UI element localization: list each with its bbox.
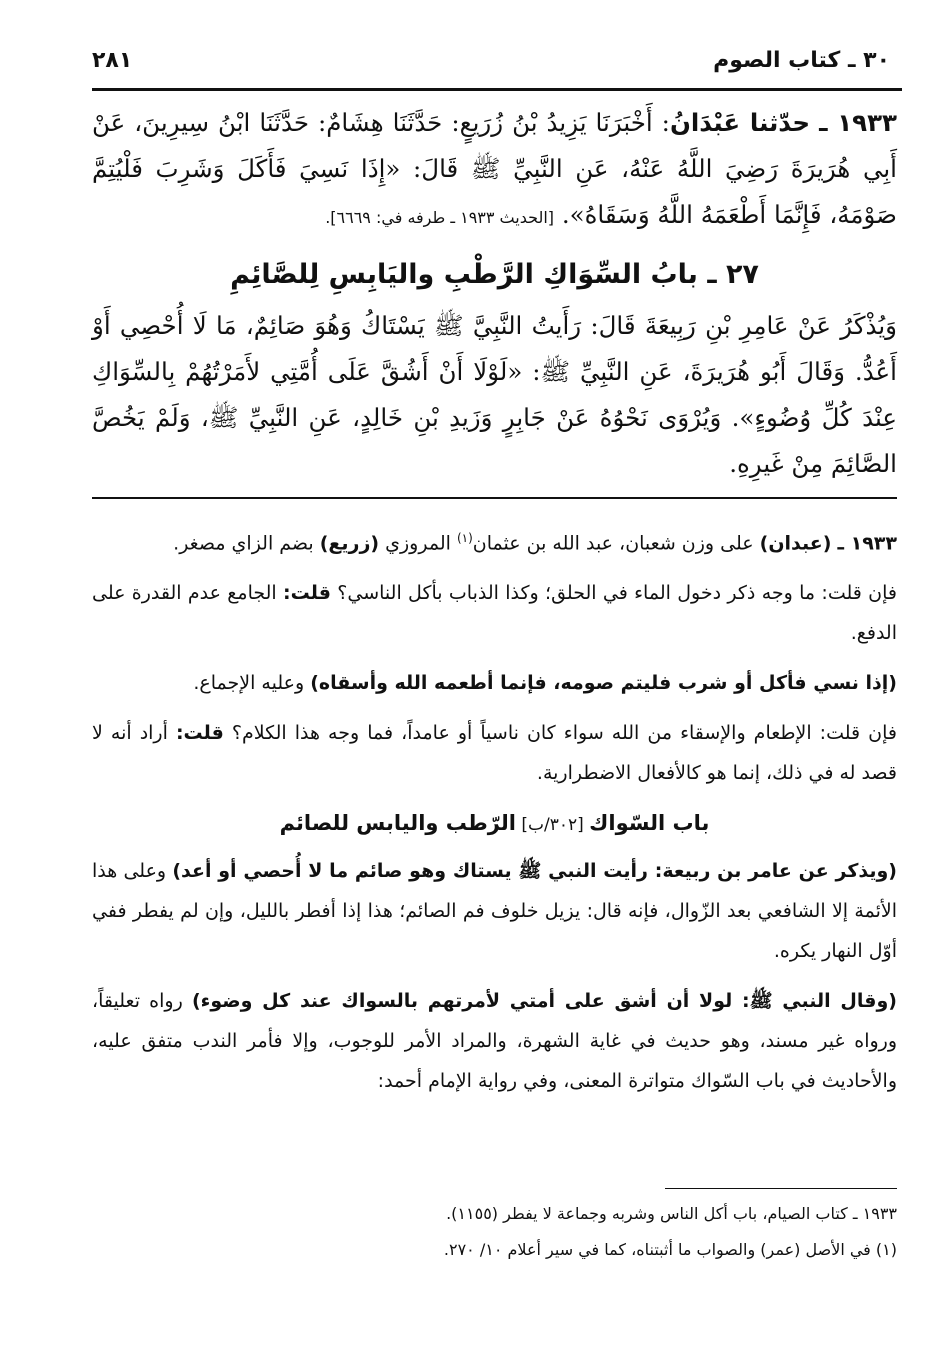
commentary-text: فإن قلت: ما وجه ذكر دخول الماء في الحلق؛ وكذا الذباب بأكل الناسي؟	[330, 582, 898, 605]
bab-text: وَيُذْكَرُ عَنْ عَامِرِ بْنِ رَبِيعَةَ قَالَ: رَأَيتُ النَّبِيَّ ﷺ يَسْتَاكُ وَهُوَ صَائِمٌ، مَا لَا أُحْصِي أَوْ أَعُدُّ. وَقَالَ أَبُو هُرَيرَةَ، عَنِ النَّبِيِّ ﷺ: «لَوْلَا أَنْ أَشُقَّ عَلَى أُمَّتِي لأَمَرْتُهُمْ بِالسِّوَاكِ عِنْدَ كُلِّ وُضُوءٍ». وَيُرْوَى نَحْوُهُ عَنْ جَابِرٍ وَزَيدِ بْنِ خَالِدٍ، عَنِ النَّبِيِّ ﷺ، وَلَمْ يَخُصَّ الصَّائِمَ مِنْ غَيرِهِ.	[92, 311, 897, 478]
hadith-reference: [الحديث ١٩٣٣ ـ طرفه في: ٦٦٦٩].	[325, 208, 555, 227]
footnote-2: (١) في الأصل (عمر) والصواب ما أثبتناه، كما في سير أعلام ١٠/ ٢٧٠.	[443, 1240, 897, 1259]
sub-title-part: الرّطب واليابس للصائم	[279, 811, 516, 836]
commentary-term: (زريع)	[319, 532, 380, 555]
commentary-paragraph-3	[92, 663, 897, 703]
commentary-quote: (وقال النبي ﷺ: لولا أن أشق على أمتي لأمرتهم بالسواك عند كل وضوء)	[191, 990, 897, 1013]
footnote-1: ١٩٣٣ ـ كتاب الصيام، باب أكل الناس وشربه وجماعة لا يفطر (١١٥٥).	[446, 1204, 897, 1223]
manuscript-folio-ref: [٣٠٢/ب]	[515, 815, 590, 836]
commentary-text: وعلى هذا الأئمة إلا الشافعي بعد الزّوال، فإنه قال: يزيل خلوف فم الصائم؛ هذا إذا أفطر بالليل، وإن لم يفطر ففي أوّل النهار يكره.	[92, 860, 897, 963]
hadith-opening: حدّثنا عَبْدَانُ	[669, 108, 811, 137]
commentary-term: قلت:	[283, 582, 331, 605]
header-rule	[92, 88, 902, 91]
commentary-text: على وزن شعبان، عبد الله بن عثمان	[472, 532, 760, 555]
section-divider	[92, 497, 897, 499]
commentary-text: الجامع عدم القدرة على الدفع.	[92, 582, 897, 645]
commentary-term: قلت:	[175, 722, 224, 745]
commentary-text: وعليه الإجماع.	[193, 672, 311, 695]
commentary	[92, 518, 897, 1111]
footnote-marker: (١)	[456, 531, 473, 545]
commentary-paragraph-1	[92, 518, 897, 563]
footnotes	[92, 1196, 897, 1268]
hadith-text: : أَخْبَرَنَا يَزِيدُ بْنُ زُرَيعٍ: حَدَّثَنَا هِشَامٌ: حَدَّثَنَا ابْنُ سِيرِينَ، عَنْ أَبِي هُرَيرَةَ رَضِيَ اللَّهُ عَنْهُ، عَنِ النَّبِيِّ ﷺ قَالَ: «إِذَا نَسِيَ فَأَكَلَ وَشَرِبَ فَلْيُتِمَّ صَوْمَهُ، فَإِنَّمَا أَطْعَمَهُ اللَّهُ وَسَقَاهُ».	[92, 108, 897, 229]
page-number: ٢٨١	[92, 47, 133, 73]
commentary-text: فإن قلت: الإطعام والإسقاء من الله سواء كان ناسياً أو عامداً، فما وجه هذا الكلام؟	[223, 722, 897, 745]
main-text	[92, 100, 897, 487]
hadith-paragraph	[92, 100, 897, 241]
commentary-paragraph-2	[92, 573, 897, 653]
hadith-number: ١٩٣٣ ـ	[819, 108, 898, 137]
commentary-quote: (ويذكر عن عامر بن ربيعة: رأيت النبي ﷺ يستاك وهو صائم ما لا أُحصي أو أعد)	[172, 860, 897, 883]
commentary-paragraph-4	[92, 713, 897, 793]
commentary-text: أراد أنه لا قصد له في ذلك، إنما هو كالأفعال الاضطرارية.	[92, 722, 897, 785]
commentary-bab-title	[92, 803, 897, 845]
bab-title: ٢٧ ـ بابُ السِّوَاكِ الرَّطْبِ واليَابِسِ لِلصَّائِمِ	[230, 259, 759, 290]
commentary-paragraph-5	[92, 851, 897, 971]
commentary-text: بضم الزاي مصغر.	[173, 532, 320, 555]
commentary-quote: (إذا نسي فأكل أو شرب فليتم صومه، فإنما أطعمه الله وأسقاه)	[310, 672, 897, 695]
commentary-term: (عبدان)	[759, 532, 832, 555]
commentary-text: المروزي	[379, 532, 457, 555]
footnote-rule	[665, 1188, 897, 1189]
commentary-text: رواه تعليقاً، ورواه غير مسند، وهو حديث في غاية الشهرة، والمراد الأمر للوجوب، وإلا فأمر الندب متفق عليه، والأحاديث في باب السّواك متواترة المعنى، وفي رواية الإمام أحمد:	[92, 990, 897, 1093]
commentary-paragraph-6	[92, 981, 897, 1101]
running-header	[92, 40, 890, 80]
sub-title-part: باب السّواك	[589, 811, 710, 836]
commentary-number: ١٩٣٣ ـ	[837, 532, 897, 555]
chapter-title: ٣٠ ـ كتاب الصوم	[713, 47, 890, 73]
